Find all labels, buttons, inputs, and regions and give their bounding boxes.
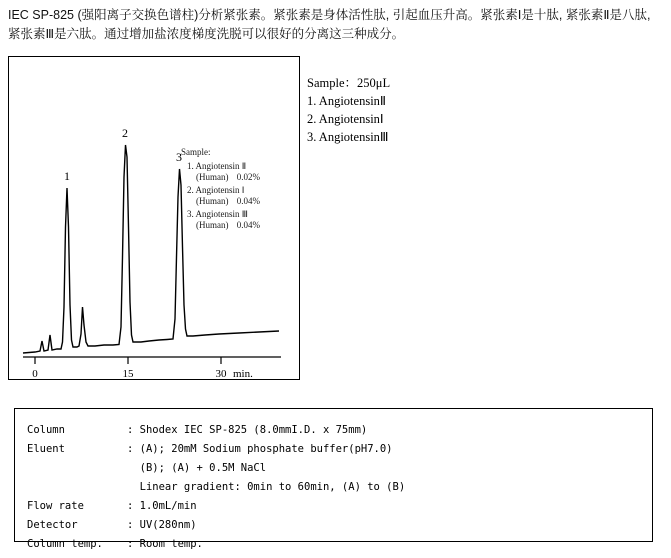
chart-legend-entry-name: 3. Angiotensin Ⅲ	[187, 209, 248, 219]
table-row	[27, 459, 405, 478]
x-axis-unit-label: min.	[233, 368, 253, 377]
condition-key: Flow rate	[27, 500, 84, 512]
conditions-panel	[14, 408, 653, 550]
condition-key: Column	[27, 424, 65, 436]
peak-label-2: 2	[122, 126, 128, 140]
peak-label-1: 1	[64, 169, 70, 183]
x-tick-label-15: 15	[122, 368, 134, 377]
x-tick-label-0: 0	[32, 368, 38, 377]
chart-legend-entry-sub: (Human)	[196, 172, 229, 182]
condition-value: : Shodex IEC SP-825 (8.0mmI.D. x 75mm)	[127, 424, 368, 436]
chart-legend-title: Sample:	[181, 147, 211, 157]
sample-summary-item-2: 2. AngiotensinⅠ	[307, 112, 384, 126]
sample-summary-item-3: 3. AngiotensinⅢ	[307, 130, 389, 144]
table-row	[27, 421, 405, 440]
chart-legend-entry-amount: 0.04%	[236, 220, 260, 230]
condition-value: : UV(280nm)	[127, 519, 197, 531]
chart-legend-entry-amount: 0.04%	[236, 196, 260, 206]
condition-value: : Room temp.	[127, 538, 203, 550]
table-row	[27, 440, 405, 459]
chart-inline-legend	[181, 147, 293, 230]
condition-value: (B); (A) + 0.5M NaCl	[127, 462, 267, 474]
page-intro-text: IEC SP-825 (强阳离子交换色谱柱)分析紧张素。紧张素是身体活性肽, 引起血压升高。紧张素Ⅰ是十肽, 紧张素Ⅱ是八肽, 紧张素Ⅲ是六肽。通过增加盐浓度梯度洗脱可以很好的分离这三种成分。	[8, 8, 651, 41]
chart-legend-entry-sub: (Human)	[196, 220, 229, 230]
condition-value: : 1.0mL/min	[127, 500, 197, 512]
peak-label-3: 3	[176, 150, 182, 164]
condition-value: Linear gradient: 0min to 60min, (A) to (B)	[127, 481, 406, 493]
sample-summary	[307, 74, 390, 146]
chart-legend-entry-name: 1. Angiotensin Ⅱ	[187, 161, 247, 171]
condition-key	[27, 459, 127, 478]
chart-legend-entry	[187, 161, 293, 182]
x-tick-label-30: 30	[215, 368, 227, 377]
conditions-table	[27, 421, 405, 554]
table-row	[27, 478, 405, 497]
chart-legend-entry	[187, 185, 293, 206]
chart-legend-entry-sub: (Human)	[196, 196, 229, 206]
chromatogram-panel	[8, 56, 300, 380]
condition-key: Detector	[27, 519, 78, 531]
sample-summary-title: Sample：250μL	[307, 76, 391, 90]
sample-summary-item-1: 1. AngiotensinⅡ	[307, 94, 387, 108]
condition-key: Column temp.	[27, 538, 103, 550]
condition-key	[27, 478, 127, 497]
chart-legend-entry	[187, 209, 293, 230]
table-row	[27, 516, 405, 535]
chart-legend-entry-name: 2. Angiotensin Ⅰ	[187, 185, 245, 195]
condition-key: Eluent	[27, 443, 65, 455]
chart-legend-entry-amount: 0.02%	[236, 172, 260, 182]
table-row	[27, 535, 405, 554]
table-row	[27, 497, 405, 516]
condition-value: : (A); 20mM Sodium phosphate buffer(pH7.0)	[127, 443, 393, 455]
